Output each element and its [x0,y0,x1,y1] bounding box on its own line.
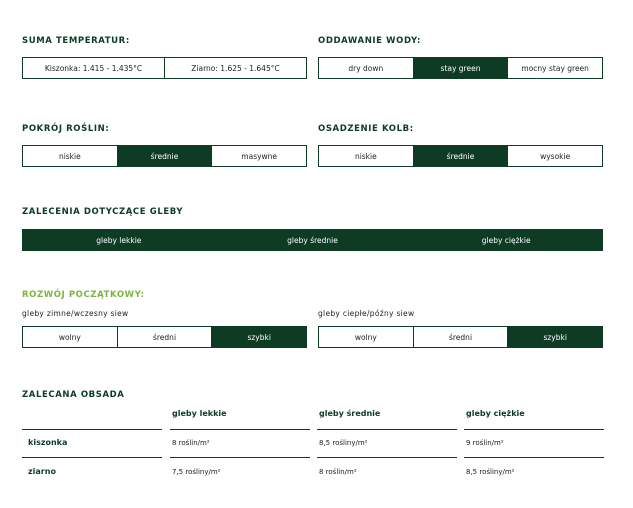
obsada-col-ciezkie: gleby ciężkie [466,409,525,418]
rozwoj-right-selector [318,326,603,348]
zalecana-obsada-heading: ZALECANA OBSADA [22,390,125,400]
pokroj-roslin-heading: POKRÓJ ROŚLIN: [22,124,110,134]
oddawanie-option-mocny-stay-green[interactable]: mocny stay green [507,58,602,78]
obsada-cell: 8,5 rośliny/m² [466,468,515,476]
obsada-rule-lekkie [170,429,310,430]
pokroj-option-srednie[interactable]: średnie [117,146,212,166]
obsada-col-srednie: gleby średnie [319,409,381,418]
suma-temperatur-heading: SUMA TEMPERATUR: [22,36,130,46]
obsada-cell: 9 roślin/m² [466,439,504,447]
oddawanie-wody-selector [318,57,603,79]
rozwoj-left-option-szybki[interactable]: szybki [211,327,306,347]
gleby-option-srednie: gleby średnie [287,235,338,245]
rozwoj-left-selector [22,326,307,348]
pokroj-option-masywne[interactable]: masywne [211,146,306,166]
obsada-row-label: ziarno [28,467,56,476]
rozwoj-right-option-wolny[interactable]: wolny [354,332,377,342]
obsada-cell: 8,5 rośliny/m² [319,439,368,447]
rozwoj-right-label: gleby ciepłe/późny siew [318,309,415,318]
gleby-option-ciezkie: gleby ciężkie [481,235,531,245]
obsada-rule-srednie [317,457,457,458]
osadzenie-option-srednie[interactable]: średnie [413,146,508,166]
rozwoj-poczatkowy-heading: ROZWÓJ POCZĄTKOWY: [22,290,145,300]
osadzenie-kolb-selector [318,145,603,167]
rozwoj-right-option-sredni[interactable]: średni [413,327,508,347]
obsada-col-lekkie: gleby lekkie [172,409,227,418]
rozwoj-left-option-sredni[interactable]: średni [117,327,212,347]
zalecenia-gleby-heading: ZALECENIA DOTYCZĄCE GLEBY [22,207,184,217]
obsada-rule-srednie [317,429,457,430]
osadzenie-kolb-heading: OSADZENIE KOLB: [318,124,414,134]
obsada-rule-ciezkie [464,457,604,458]
obsada-cell: 8 roślin/m² [319,468,357,476]
osadzenie-option-niskie[interactable]: niskie [354,151,377,161]
oddawanie-wody-heading: ODDAWANIE WODY: [318,36,422,46]
suma-temperatur-box [22,57,307,79]
zalecenia-gleby-bar [22,229,603,251]
suma-ziarno: Ziarno: 1.625 - 1.645°C [164,58,306,78]
pokroj-roslin-selector [22,145,307,167]
oddawanie-option-dry-down[interactable]: dry down [348,63,384,73]
obsada-rule-label [22,457,162,458]
obsada-rule-ciezkie [464,429,604,430]
pokroj-option-niskie[interactable]: niskie [58,151,81,161]
rozwoj-right-option-szybki[interactable]: szybki [507,327,602,347]
obsada-rule-lekkie [170,457,310,458]
gleby-option-lekkie: gleby lekkie [96,235,142,245]
obsada-cell: 8 roślin/m² [172,439,210,447]
oddawanie-option-stay-green[interactable]: stay green [413,58,508,78]
obsada-cell: 7,5 rośliny/m² [172,468,221,476]
suma-kiszonka: Kiszonka: 1.415 - 1.435°C [44,63,143,73]
rozwoj-left-option-wolny[interactable]: wolny [58,332,81,342]
osadzenie-option-wysokie[interactable]: wysokie [507,146,602,166]
obsada-rule-label [22,429,162,430]
rozwoj-left-label: gleby zimne/wczesny siew [22,309,129,318]
obsada-row-label: kiszonka [28,438,68,447]
